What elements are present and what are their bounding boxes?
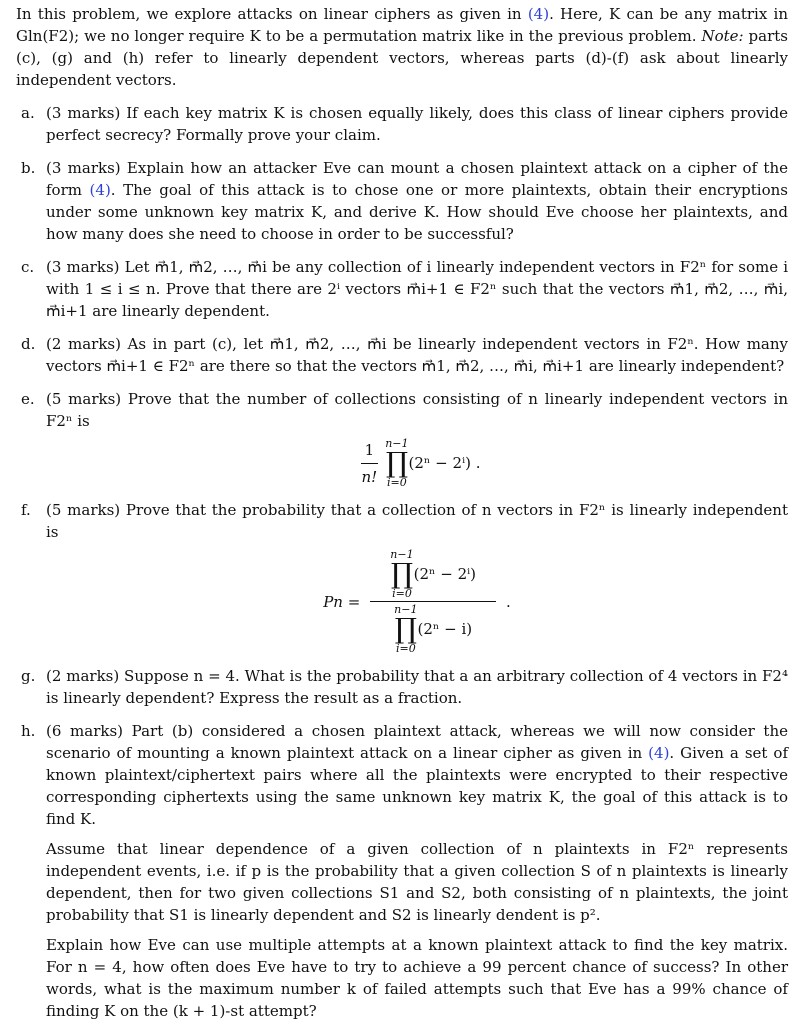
fraction-denominator	[390, 602, 476, 654]
question-paragraph: Explain how Eve can use multiple attempts at a known plaintext attack to find the key matrix. For n = 4, how often does Eve have to try to achieve a 99 percent chance of success? In other words, what is the maximum number k of failed attempts such that Eve has a 99% chance of finding K on the (k + 1)-st attempt?	[46, 936, 788, 1020]
question-paragraph: Assume that linear dependence of a given collection of n plaintexts in F2ⁿ represents independent events, i.e. if p is the probability that a given collection S of n plaintexts is linearly dependent, then for two given collections S1 and S2, both consisting of n plaintexts, the joint probability that S1 is linearly dependent and S2 is linearly dendent is p².	[46, 840, 788, 924]
note-label: Note:	[701, 27, 744, 45]
question-label: d.	[21, 335, 36, 353]
fraction-numerator: 1	[361, 439, 379, 464]
product-operator	[385, 438, 408, 488]
equation-reference-link[interactable]: (4)	[89, 181, 111, 199]
product-symbol: ∏	[394, 612, 417, 645]
question-text: (2 marks) As in part (c), let m⃗1, m⃗2, …, m⃗i be linearly independent vectors in F2ⁿ. How many vectors m⃗i+1 ∈ F2ⁿ are there so that the vectors m⃗1, m⃗2, …, m⃗i, m⃗i+1 are linearly independent?	[46, 335, 788, 375]
question-label: c.	[21, 258, 35, 276]
formula-lhs: Pn =	[323, 592, 361, 611]
question-label: e.	[21, 390, 35, 408]
product-operator	[394, 604, 417, 654]
product-lower-limit: i=0	[387, 476, 407, 489]
question-c	[16, 256, 788, 322]
question-g	[16, 665, 788, 709]
question-text	[46, 157, 788, 245]
question-text: (3 marks) Let m⃗1, m⃗2, …, m⃗i be any collection of i linearly independent vectors in F2ⁿ for some i with 1 ≤ i ≤ n. Prove that there are 2ⁱ vectors m⃗i+1 ∈ F2ⁿ such that the vectors m⃗1, m⃗2, …, m⃗i, m⃗i+1 are linearly dependent.	[46, 258, 788, 320]
question-text-part: . The goal of this attack is to chose one or more plaintexts, obtain their encryptions under some unknown key matrix K, and derive K. How should Eve choose her plaintexts, and how many does she need to choose in order to be successful?	[46, 181, 788, 243]
question-a	[16, 102, 788, 146]
question-f	[16, 499, 788, 654]
fraction-numerator	[370, 549, 496, 602]
equation-reference-link[interactable]: (4)	[527, 5, 550, 23]
probability-fraction	[370, 549, 496, 654]
question-text-part: (6 marks) Part (b) considered a chosen plaintext attack, whereas we will now consider the scenario of mounting a known plaintext attack on a linear cipher as given in	[46, 722, 788, 762]
question-h	[16, 720, 788, 1022]
intro-text-1: In this problem, we explore attacks on linear ciphers as given in	[16, 5, 522, 23]
question-text: (2 marks) Suppose n = 4. What is the probability that a an arbitrary collection of 4 vectors in F2⁴ is linearly dependent? Express the result as a fraction.	[46, 667, 788, 707]
product-symbol: ∏	[390, 557, 414, 590]
question-label: b.	[21, 159, 36, 177]
question-label: h.	[21, 722, 36, 740]
question-text-part: . Given a set of known plaintext/ciphertext pairs where all the plaintexts were encrypted to their respective corresponding ciphertexts using the same unknown key matrix K, the goal of this attack is to find K.	[46, 744, 788, 828]
product-upper-limit: n−1	[385, 437, 409, 450]
question-b	[16, 157, 788, 245]
formula-trailing-period: .	[506, 592, 511, 611]
intro-paragraph	[16, 3, 788, 91]
product-body: (2ⁿ − i)	[417, 620, 473, 638]
question-text	[46, 720, 788, 830]
product-upper-limit: n−1	[390, 548, 414, 561]
question-text: (3 marks) If each key matrix K is chosen equally likely, does this class of linear ciphers provide perfect secrecy? Formally prove your claim.	[46, 104, 788, 144]
formula-f	[46, 549, 788, 654]
equation-reference-link[interactable]: (4)	[648, 744, 670, 762]
question-text: (5 marks) Prove that the number of collections consisting of n linearly independent vectors in F2ⁿ is	[46, 390, 788, 430]
question-label: a.	[21, 104, 35, 122]
question-label: f.	[21, 501, 31, 519]
coefficient-fraction	[358, 439, 382, 488]
product-body: (2ⁿ − 2ⁱ)	[413, 565, 477, 583]
question-label: g.	[21, 667, 36, 685]
question-e	[16, 388, 788, 488]
question-list	[16, 102, 788, 1022]
product-lower-limit: i=0	[395, 642, 416, 655]
intro-text-2: . Here, K can be any matrix in Gln(F2); we no longer require K to be a permutation matrix like in the previous problem.	[16, 5, 788, 45]
note-text: parts (c), (g) and (h) refer to linearly dependent vectors, whereas parts (d)-(f) ask about linearly independent vectors.	[16, 27, 788, 89]
product-symbol: ∏	[385, 446, 409, 479]
question-text: (5 marks) Prove that the probability that a collection of n vectors in F2ⁿ is linearly independent is	[46, 501, 788, 541]
product-body: (2ⁿ − 2ⁱ) .	[408, 454, 481, 472]
product-upper-limit: n−1	[394, 603, 418, 616]
product-lower-limit: i=0	[392, 587, 412, 600]
fraction-denominator: n!	[361, 467, 378, 486]
formula-e	[46, 438, 788, 488]
question-text-part: (3 marks) Explain how an attacker Eve can mount a chosen plaintext attack on a cipher of the form	[46, 159, 788, 199]
product-operator	[390, 549, 413, 599]
question-d	[16, 333, 788, 377]
